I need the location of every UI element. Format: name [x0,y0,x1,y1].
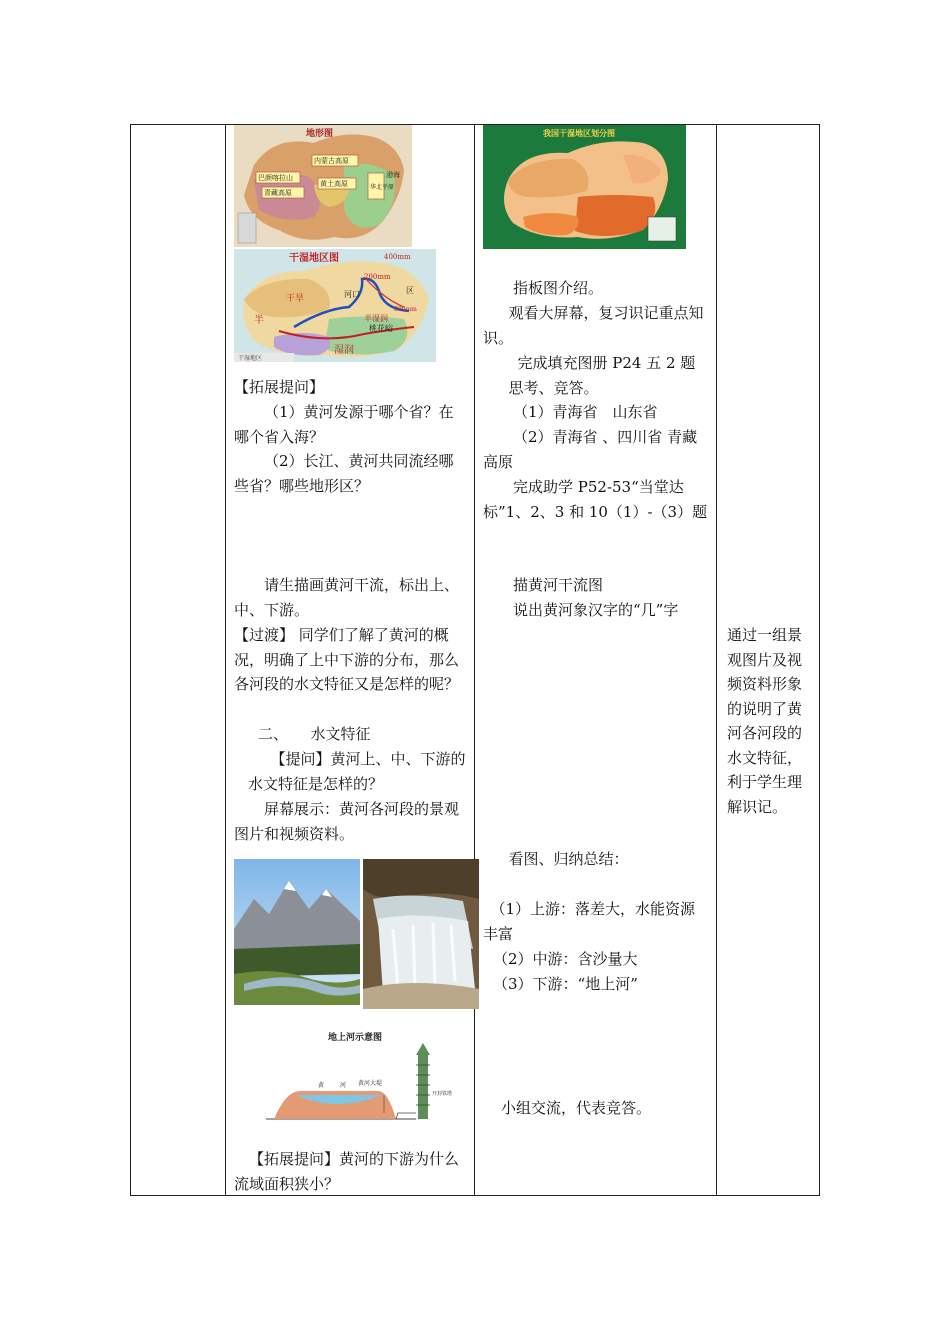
answer-middle-reaches: （2）中游：含沙量大 [493,950,638,968]
transition-text: 【过渡】 同学们了解了黄河的概况，明确了上中下游的分布，那么各河段的水文特征又是怎样的呢？ [234,626,460,693]
map-label: 400mm [384,253,411,261]
map-label: 内蒙古高原 [314,157,349,165]
teacher-activity-cell [226,125,473,1195]
map-label: 半湿润 [364,314,388,323]
lesson-table [130,124,820,1196]
answer-upper-reaches: （1）上游：落差大，水能资源丰富 [483,900,696,943]
map-label: 200mm [364,273,391,281]
answer-workbook: 完成助学 P52-53“当堂达标”1、2、3 和 10（1）-（3）题 [483,478,708,521]
diagram-label: 黄 [318,1082,325,1089]
dry-wet-division-map-image [483,125,686,249]
map-label: 青藏高原 [264,189,292,197]
answer-think: 思考、竞答。 [508,379,599,397]
map-label: 干旱 [286,294,305,304]
answer-board-intro: 指板图介绍。 [513,279,604,297]
extension-question-heading: 【拓展提问】 [234,378,325,396]
answer-trace-river: 描黄河干流图 [513,576,604,594]
map-label: 渤海 [386,171,400,179]
answer-2: （2）青海省 、四川省 青藏高原 [483,428,698,471]
map-label: 区 [406,286,414,295]
dry-wet-map-image [234,249,436,362]
answer-review: 观看大屏幕，复习识记重点知识。 [483,304,704,347]
answer-summary-heading: 看图、归纳总结： [508,850,629,868]
answer-1: （1）青海省 山东省 [513,403,658,421]
map-label: 桃花峪 [369,324,393,333]
answer-lower-reaches: （3）下游：“地上河” [493,975,638,993]
diagram-label: 黄河大堤 [358,1080,383,1087]
question-2: （2）长江、黄河共同流经哪些省？哪些地形区？ [234,452,454,495]
terrain-map-title: 地形图 [306,129,334,139]
answer-group-discussion: 小组交流，代表竞答。 [501,1099,652,1117]
design-intent-cell [717,125,820,1195]
diagram-label: 河 [340,1082,347,1089]
map-label: 华北平原 [370,184,395,191]
map-label: 河口 [344,290,360,299]
answer-character-shape: 说出黄河象汉字的“几”字 [513,601,679,619]
map-label: 干湿地区 [238,355,263,362]
map-label: 湿润 [334,345,354,356]
map-label: 黄土高原 [320,180,348,188]
diagram-label: 开封铁塔 [432,1091,453,1097]
above-ground-river-diagram [266,1025,453,1129]
diagram-title: 地上河示意图 [328,1033,383,1043]
screen-display-text: 屏幕展示：黄河各河段的景观图片和视频资料。 [234,800,460,843]
mountain-river-photo [234,859,360,1005]
waterfall-photo [363,859,479,1009]
extension-question-lower-reaches: 【拓展提问】黄河的下游为什么流域面积狭小？ [234,1150,460,1193]
map-label: 半 [254,315,264,326]
dry-wet-map-title: 干湿地区图 [289,253,339,264]
map-label: 800mm [394,306,417,313]
division-map-title: 我国干湿地区划分图 [543,128,615,138]
section-heading: 二、 水文特征 [258,725,371,743]
question-hydrology: 【提问】黄河上、中、下游的水文特征是怎样的？ [248,750,466,793]
drawing-task: 请生描画黄河干流，标出上、中、下游。 [234,576,460,619]
terrain-map-image [234,125,412,247]
student-activity-cell [475,125,715,1195]
answer-fill-map: 完成填充图册 P24 五 2 题 [517,354,696,372]
question-1: （1）黄河发源于哪个省？在哪个省入海？ [234,403,454,446]
design-intent-note: 通过一组景观图片及视频资料形象的说明了黄河各河段的水文特征，利于学生理解识记。 [727,626,803,816]
map-label: 巴颜喀拉山 [258,174,293,182]
